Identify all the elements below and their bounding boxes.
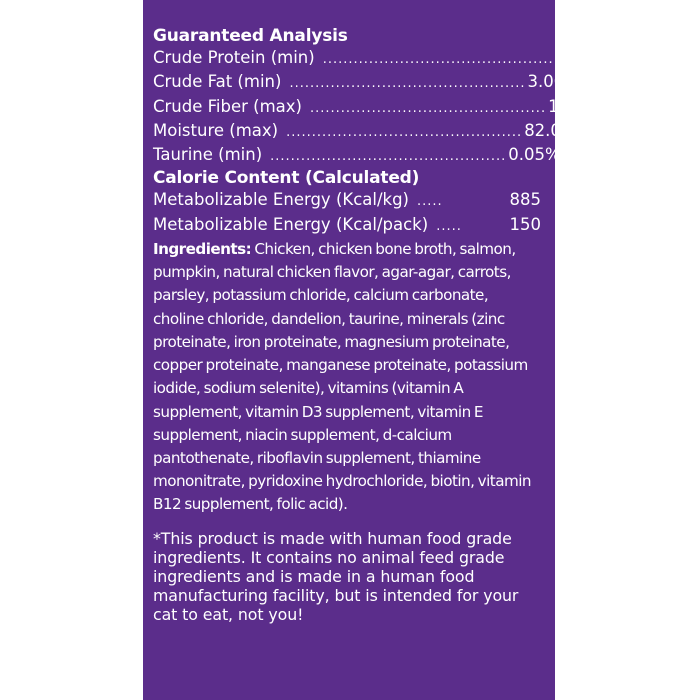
guaranteed-analysis-heading: Guaranteed Analysis <box>153 26 348 46</box>
calorie-row-label: Metabolizable Energy (Kcal/pack) <box>153 214 429 234</box>
analysis-row-label: Crude Protein (min) <box>153 48 315 67</box>
calorie-row-value: 150 <box>509 214 541 234</box>
calorie-row-value: 885 <box>509 190 541 210</box>
analysis-row-label: Crude Fiber (max) <box>153 96 302 116</box>
dot-leader: .............................................. <box>289 76 526 92</box>
dot-leader: .............................................. <box>322 52 559 67</box>
ingredients-paragraph <box>153 238 541 516</box>
analysis-row-value: 82.0% <box>524 120 577 140</box>
dot-leader: ..... <box>436 218 462 234</box>
dot-leader: ..... <box>417 194 443 210</box>
analysis-row-label: Taurine (min) <box>153 145 263 165</box>
analysis-row <box>153 120 577 144</box>
dot-leader: .............................................. <box>286 124 523 140</box>
analysis-row-value: 3.00% <box>527 72 580 92</box>
dot-leader: .............................................. <box>270 149 507 165</box>
calorie-row <box>153 214 541 238</box>
nutrition-label-panel <box>143 0 614 700</box>
analysis-row-value: 1.50% <box>548 96 601 116</box>
analysis-row-label: Crude Fat (min) <box>153 72 282 92</box>
analysis-row-value: 9.00% <box>560 48 614 67</box>
calorie-content-heading: Calorie Content (Calculated) <box>153 168 420 189</box>
human-grade-note: *This product is made with human food grade ingredients. It contains no animal feed grade ingredients and is made in a human food manufacturing facility, but is intended for your cat to eat, not you! <box>153 528 519 624</box>
calorie-row <box>153 189 541 213</box>
ingredients-label: Ingredients: <box>153 240 252 259</box>
analysis-row-value: 0.05% <box>508 145 561 165</box>
analysis-row <box>153 96 601 120</box>
dot-leader: .............................................. <box>309 100 547 116</box>
analysis-row <box>153 71 580 95</box>
analysis-row <box>153 47 614 71</box>
analysis-row <box>153 144 561 168</box>
ingredients-text: Chicken, chicken bone broth, salmon, pumpkin, natural chicken flavor, agar-agar, carrots, parsley, potassium chloride, calcium carbonate, choline chloride, dandelion, taurine, minerals (zinc proteinate, iron proteinate, magnesium proteinate, copper proteinate, manganese proteinate, potassium iodide, sodium selenite), vitamins (vitamin A supplement, vitamin D3 supplement, vitamin E supplement, niacin supplement, d-calcium pantothenate, riboflavin supplement, thiamine mononitrate, pyridoxine hydrochloride, biotin, vitamin B12 supplement, folic acid). <box>153 240 531 514</box>
analysis-row-label: Moisture (max) <box>153 120 279 140</box>
calorie-row-label: Metabolizable Energy (Kcal/kg) <box>153 190 409 210</box>
